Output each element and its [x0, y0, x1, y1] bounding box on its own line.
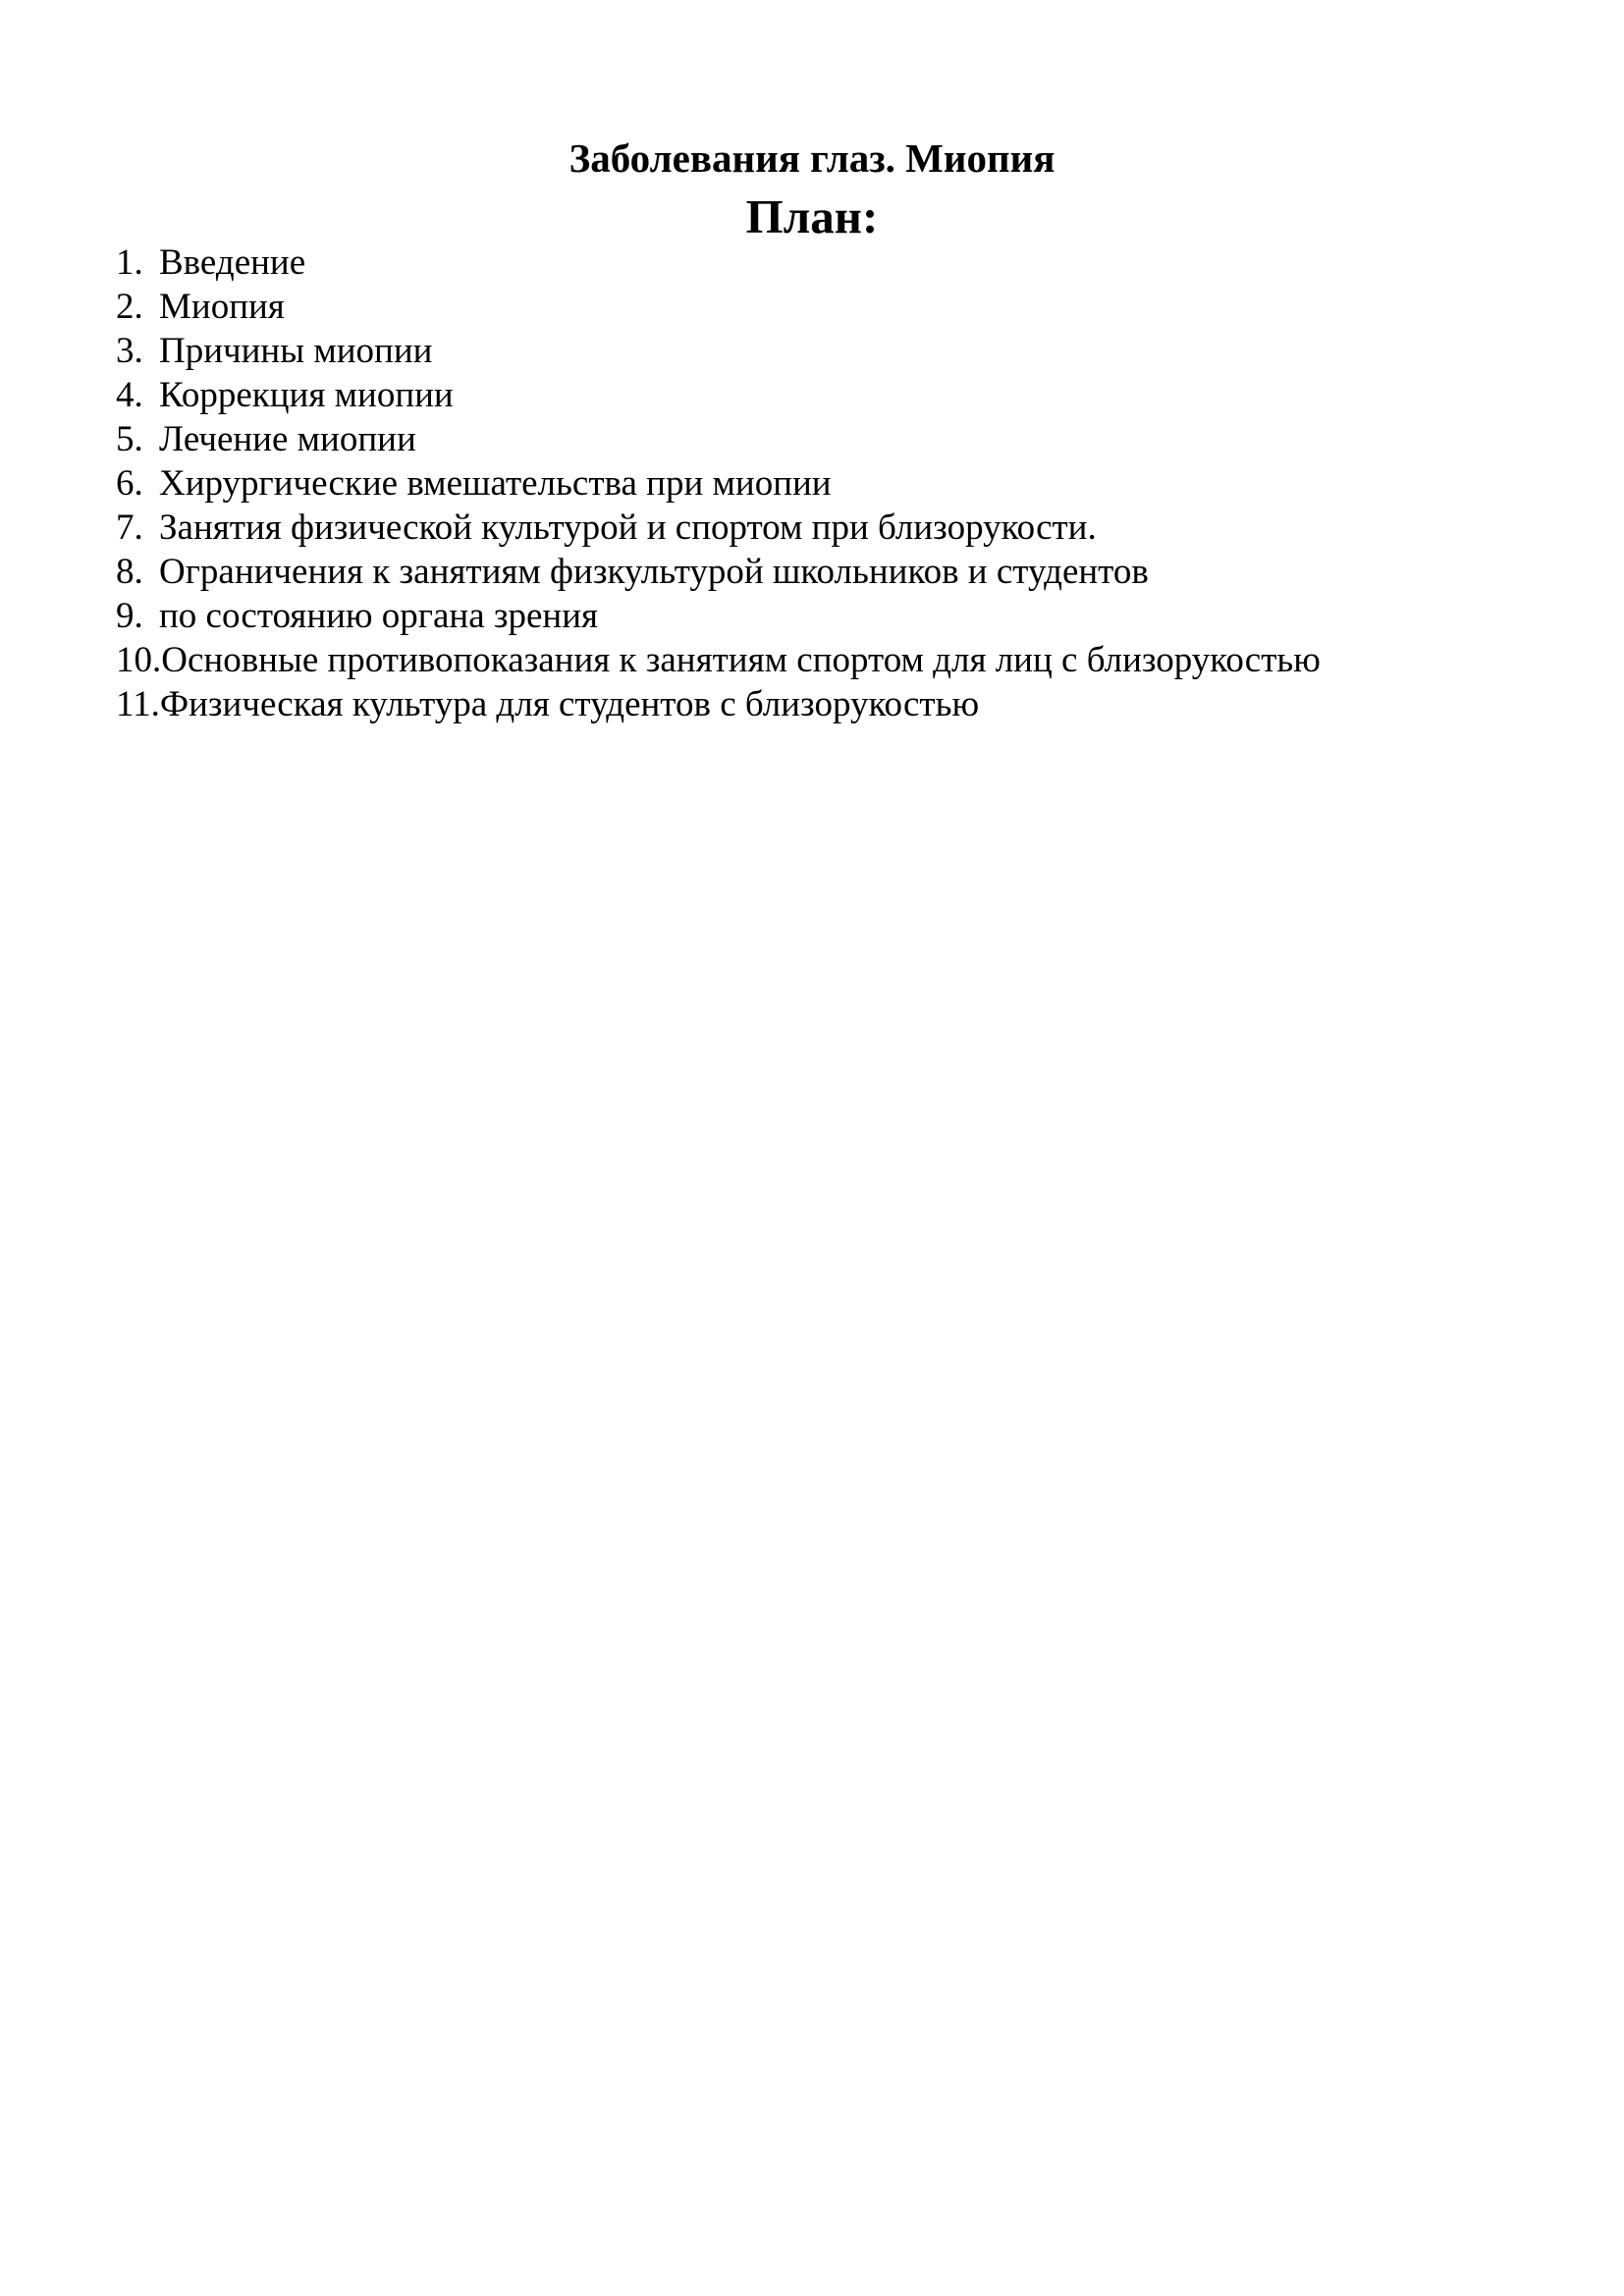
plan-item-number: 3.: [116, 331, 143, 371]
plan-item-text: Занятия физической культурой и спортом при близорукости.: [159, 507, 1097, 548]
plan-item-number: 1.: [116, 242, 143, 283]
document-title: Заболевания глаз. Миопия: [568, 135, 1056, 181]
plan-item-number: 10.: [116, 640, 162, 680]
plan-item-text: Причины миопии: [159, 331, 433, 371]
plan-item-text: Введение: [159, 242, 306, 283]
plan-item-number: 11.: [116, 684, 160, 724]
plan-item-text: Коррекция миопии: [159, 375, 454, 415]
plan-item: [116, 550, 1321, 594]
plan-item: [116, 682, 1321, 726]
plan-item: [116, 638, 1321, 682]
plan-item-text: Физическая культура для студентов с близорукостью: [159, 684, 980, 724]
plan-item: [116, 461, 1321, 506]
plan-item-number: 2.: [116, 287, 143, 327]
plan-heading: План:: [745, 189, 879, 243]
plan-item: [116, 329, 1321, 373]
plan-item-number: 9.: [116, 596, 143, 636]
plan-item-number: 4.: [116, 375, 143, 415]
plan-item-text: Лечение миопии: [159, 419, 416, 459]
plan-item: [116, 240, 1321, 285]
plan-list: [116, 240, 1321, 726]
plan-item-text: Ограничения к занятиям физкультурой школьников и студентов: [159, 552, 1149, 592]
plan-item-text: Хирургические вмешательства при миопии: [159, 463, 832, 504]
plan-item-text: Основные противопоказания к занятиям спортом для лиц с близорукостью: [161, 640, 1321, 680]
plan-item: [116, 373, 1321, 417]
plan-item: [116, 285, 1321, 329]
plan-item: [116, 506, 1321, 550]
plan-item-text: Миопия: [159, 287, 285, 327]
plan-item-number: 5.: [116, 419, 143, 459]
plan-item-number: 6.: [116, 463, 143, 504]
plan-item: [116, 417, 1321, 461]
plan-item-number: 7.: [116, 507, 143, 548]
plan-item-number: 8.: [116, 552, 143, 592]
plan-item-text: по состоянию органа зрения: [159, 596, 599, 636]
plan-item: [116, 594, 1321, 638]
